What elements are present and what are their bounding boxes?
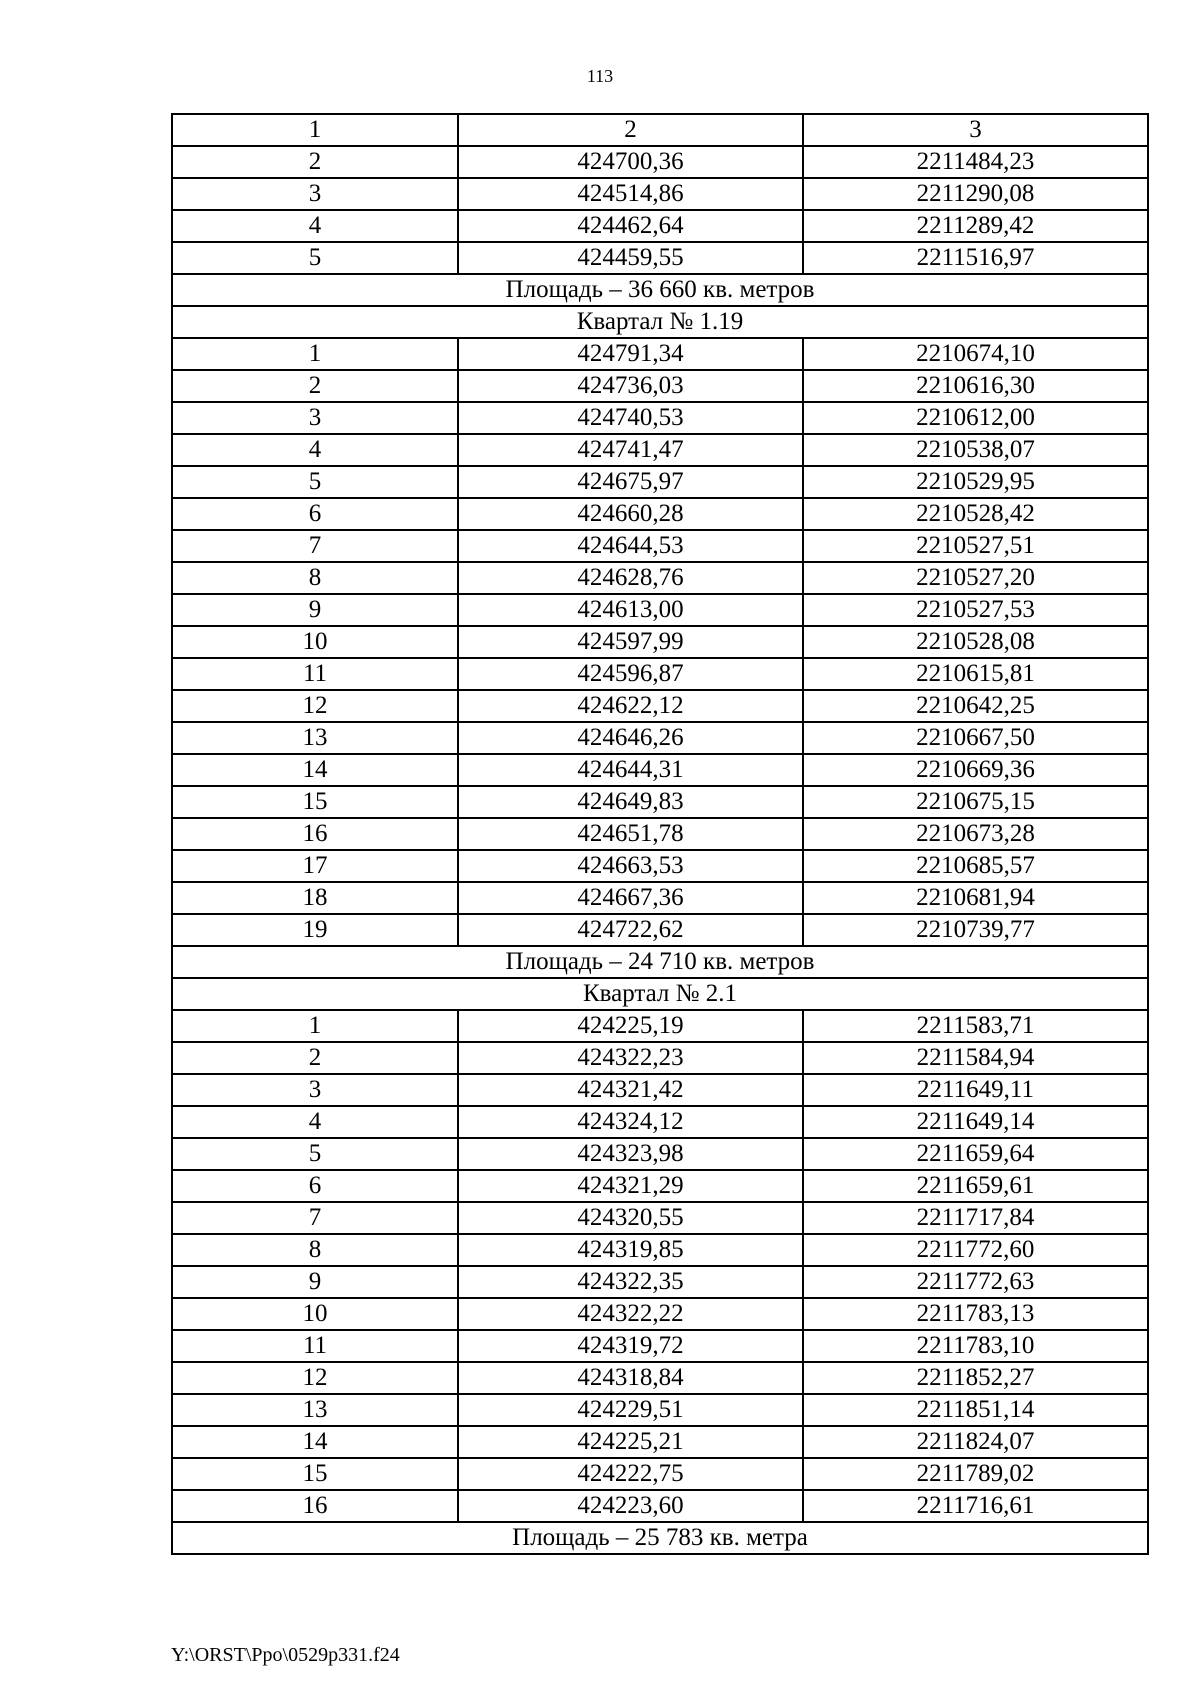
x-coordinate-cell: 424597,99: [458, 626, 803, 658]
point-number-cell: 2: [172, 146, 458, 178]
table-row: [172, 882, 1148, 914]
y-coordinate-cell: 2211583,71: [803, 1010, 1148, 1042]
x-coordinate-cell: 424514,86: [458, 178, 803, 210]
y-coordinate-cell: 2211852,27: [803, 1362, 1148, 1394]
point-number-cell: 1: [172, 338, 458, 370]
table-row: [172, 370, 1148, 402]
y-coordinate-cell: 2211824,07: [803, 1426, 1148, 1458]
y-coordinate-cell: 2210529,95: [803, 466, 1148, 498]
table-header-row: [172, 114, 1148, 146]
point-number-cell: 2: [172, 1042, 458, 1074]
file-path-footer: Y:\ORST\Ppo\0529p331.f24: [171, 1644, 400, 1666]
point-number-cell: 3: [172, 178, 458, 210]
y-coordinate-cell: 2210681,94: [803, 882, 1148, 914]
point-number-cell: 13: [172, 1394, 458, 1426]
area-summary: Площадь – 36 660 кв. метров: [172, 274, 1148, 306]
x-coordinate-cell: 424459,55: [458, 242, 803, 274]
point-number-cell: 11: [172, 658, 458, 690]
y-coordinate-cell: 2211772,63: [803, 1266, 1148, 1298]
x-coordinate-cell: 424322,23: [458, 1042, 803, 1074]
point-number-cell: 14: [172, 754, 458, 786]
y-coordinate-cell: 2210528,42: [803, 498, 1148, 530]
x-coordinate-cell: 424651,78: [458, 818, 803, 850]
area-summary-row: [172, 1522, 1148, 1554]
x-coordinate-cell: 424644,31: [458, 754, 803, 786]
x-coordinate-cell: 424225,19: [458, 1010, 803, 1042]
point-number-cell: 7: [172, 1202, 458, 1234]
table-row: [172, 1298, 1148, 1330]
point-number-cell: 18: [172, 882, 458, 914]
y-coordinate-cell: 2210615,81: [803, 658, 1148, 690]
point-number-cell: 2: [172, 370, 458, 402]
table-row: [172, 1138, 1148, 1170]
x-coordinate-cell: 424736,03: [458, 370, 803, 402]
x-coordinate-cell: 424322,22: [458, 1298, 803, 1330]
y-coordinate-cell: 2210669,36: [803, 754, 1148, 786]
y-coordinate-cell: 2210685,57: [803, 850, 1148, 882]
table-row: [172, 1202, 1148, 1234]
y-coordinate-cell: 2211484,23: [803, 146, 1148, 178]
y-coordinate-cell: 2210538,07: [803, 434, 1148, 466]
page-number: 113: [586, 66, 614, 86]
table-row: [172, 178, 1148, 210]
point-number-cell: 16: [172, 818, 458, 850]
x-coordinate-cell: 424613,00: [458, 594, 803, 626]
table-row: [172, 786, 1148, 818]
area-summary: Площадь – 25 783 кв. метра: [172, 1522, 1148, 1554]
y-coordinate-cell: 2211717,84: [803, 1202, 1148, 1234]
point-number-cell: 8: [172, 1234, 458, 1266]
x-coordinate-cell: 424663,53: [458, 850, 803, 882]
y-coordinate-cell: 2210612,00: [803, 402, 1148, 434]
x-coordinate-cell: 424229,51: [458, 1394, 803, 1426]
point-number-cell: 10: [172, 1298, 458, 1330]
point-number-cell: 14: [172, 1426, 458, 1458]
point-number-cell: 13: [172, 722, 458, 754]
area-summary-row: [172, 274, 1148, 306]
table-row: [172, 850, 1148, 882]
x-coordinate-cell: 424646,26: [458, 722, 803, 754]
column-header-number: 1: [172, 114, 458, 146]
point-number-cell: 9: [172, 594, 458, 626]
table-row: [172, 658, 1148, 690]
y-coordinate-cell: 2211789,02: [803, 1458, 1148, 1490]
table-row: [172, 562, 1148, 594]
table-row: [172, 1106, 1148, 1138]
point-number-cell: 4: [172, 434, 458, 466]
x-coordinate-cell: 424644,53: [458, 530, 803, 562]
table-body: [172, 114, 1148, 1554]
point-number-cell: 15: [172, 1458, 458, 1490]
x-coordinate-cell: 424741,47: [458, 434, 803, 466]
x-coordinate-cell: 424319,85: [458, 1234, 803, 1266]
x-coordinate-cell: 424223,60: [458, 1490, 803, 1522]
y-coordinate-cell: 2211783,13: [803, 1298, 1148, 1330]
y-coordinate-cell: 2211659,64: [803, 1138, 1148, 1170]
table-row: [172, 1074, 1148, 1106]
x-coordinate-cell: 424222,75: [458, 1458, 803, 1490]
table-row: [172, 1394, 1148, 1426]
section-heading: Квартал № 2.1: [172, 978, 1148, 1010]
table-row: [172, 690, 1148, 722]
table-row: [172, 914, 1148, 946]
y-coordinate-cell: 2211516,97: [803, 242, 1148, 274]
x-coordinate-cell: 424596,87: [458, 658, 803, 690]
point-number-cell: 3: [172, 1074, 458, 1106]
y-coordinate-cell: 2210674,10: [803, 338, 1148, 370]
point-number-cell: 17: [172, 850, 458, 882]
table-row: [172, 210, 1148, 242]
table-row: [172, 1330, 1148, 1362]
y-coordinate-cell: 2211584,94: [803, 1042, 1148, 1074]
y-coordinate-cell: 2211649,11: [803, 1074, 1148, 1106]
table-row: [172, 146, 1148, 178]
point-number-cell: 6: [172, 498, 458, 530]
x-coordinate-cell: 424722,62: [458, 914, 803, 946]
x-coordinate-cell: 424622,12: [458, 690, 803, 722]
y-coordinate-cell: 2210673,28: [803, 818, 1148, 850]
section-heading: Квартал № 1.19: [172, 306, 1148, 338]
y-coordinate-cell: 2211851,14: [803, 1394, 1148, 1426]
point-number-cell: 16: [172, 1490, 458, 1522]
x-coordinate-cell: 424700,36: [458, 146, 803, 178]
point-number-cell: 12: [172, 1362, 458, 1394]
point-number-cell: 1: [172, 1010, 458, 1042]
table-row: [172, 1042, 1148, 1074]
table-row: [172, 1490, 1148, 1522]
x-coordinate-cell: 424462,64: [458, 210, 803, 242]
table-row: [172, 1458, 1148, 1490]
point-number-cell: 12: [172, 690, 458, 722]
x-coordinate-cell: 424740,53: [458, 402, 803, 434]
column-header-y: 3: [803, 114, 1148, 146]
point-number-cell: 8: [172, 562, 458, 594]
table-row: [172, 1426, 1148, 1458]
point-number-cell: 5: [172, 466, 458, 498]
x-coordinate-cell: 424628,76: [458, 562, 803, 594]
point-number-cell: 15: [172, 786, 458, 818]
x-coordinate-cell: 424318,84: [458, 1362, 803, 1394]
table-row: [172, 466, 1148, 498]
x-coordinate-cell: 424649,83: [458, 786, 803, 818]
point-number-cell: 10: [172, 626, 458, 658]
column-header-x: 2: [458, 114, 803, 146]
table-row: [172, 498, 1148, 530]
table-row: [172, 626, 1148, 658]
section-heading-row: [172, 978, 1148, 1010]
table-row: [172, 530, 1148, 562]
coordinates-table: [171, 113, 1149, 1555]
x-coordinate-cell: 424324,12: [458, 1106, 803, 1138]
y-coordinate-cell: 2211716,61: [803, 1490, 1148, 1522]
y-coordinate-cell: 2211783,10: [803, 1330, 1148, 1362]
table-row: [172, 338, 1148, 370]
point-number-cell: 6: [172, 1170, 458, 1202]
y-coordinate-cell: 2210527,51: [803, 530, 1148, 562]
x-coordinate-cell: 424667,36: [458, 882, 803, 914]
point-number-cell: 5: [172, 1138, 458, 1170]
x-coordinate-cell: 424660,28: [458, 498, 803, 530]
point-number-cell: 19: [172, 914, 458, 946]
y-coordinate-cell: 2210616,30: [803, 370, 1148, 402]
x-coordinate-cell: 424323,98: [458, 1138, 803, 1170]
table-row: [172, 754, 1148, 786]
y-coordinate-cell: 2210667,50: [803, 722, 1148, 754]
x-coordinate-cell: 424321,29: [458, 1170, 803, 1202]
y-coordinate-cell: 2210527,53: [803, 594, 1148, 626]
y-coordinate-cell: 2211290,08: [803, 178, 1148, 210]
x-coordinate-cell: 424319,72: [458, 1330, 803, 1362]
y-coordinate-cell: 2211289,42: [803, 210, 1148, 242]
y-coordinate-cell: 2211649,14: [803, 1106, 1148, 1138]
point-number-cell: 5: [172, 242, 458, 274]
y-coordinate-cell: 2210528,08: [803, 626, 1148, 658]
y-coordinate-cell: 2210675,15: [803, 786, 1148, 818]
x-coordinate-cell: 424225,21: [458, 1426, 803, 1458]
area-summary-row: [172, 946, 1148, 978]
y-coordinate-cell: 2211772,60: [803, 1234, 1148, 1266]
point-number-cell: 4: [172, 1106, 458, 1138]
point-number-cell: 9: [172, 1266, 458, 1298]
y-coordinate-cell: 2210739,77: [803, 914, 1148, 946]
point-number-cell: 4: [172, 210, 458, 242]
table-row: [172, 1170, 1148, 1202]
point-number-cell: 7: [172, 530, 458, 562]
table-row: [172, 722, 1148, 754]
table-row: [172, 1010, 1148, 1042]
area-summary: Площадь – 24 710 кв. метров: [172, 946, 1148, 978]
table-row: [172, 402, 1148, 434]
point-number-cell: 11: [172, 1330, 458, 1362]
point-number-cell: 3: [172, 402, 458, 434]
x-coordinate-cell: 424675,97: [458, 466, 803, 498]
y-coordinate-cell: 2210642,25: [803, 690, 1148, 722]
x-coordinate-cell: 424322,35: [458, 1266, 803, 1298]
table-row: [172, 1362, 1148, 1394]
y-coordinate-cell: 2211659,61: [803, 1170, 1148, 1202]
table-row: [172, 434, 1148, 466]
table-row: [172, 1266, 1148, 1298]
table-row: [172, 1234, 1148, 1266]
table-row: [172, 242, 1148, 274]
table-row: [172, 594, 1148, 626]
x-coordinate-cell: 424321,42: [458, 1074, 803, 1106]
x-coordinate-cell: 424320,55: [458, 1202, 803, 1234]
table-row: [172, 818, 1148, 850]
y-coordinate-cell: 2210527,20: [803, 562, 1148, 594]
section-heading-row: [172, 306, 1148, 338]
x-coordinate-cell: 424791,34: [458, 338, 803, 370]
